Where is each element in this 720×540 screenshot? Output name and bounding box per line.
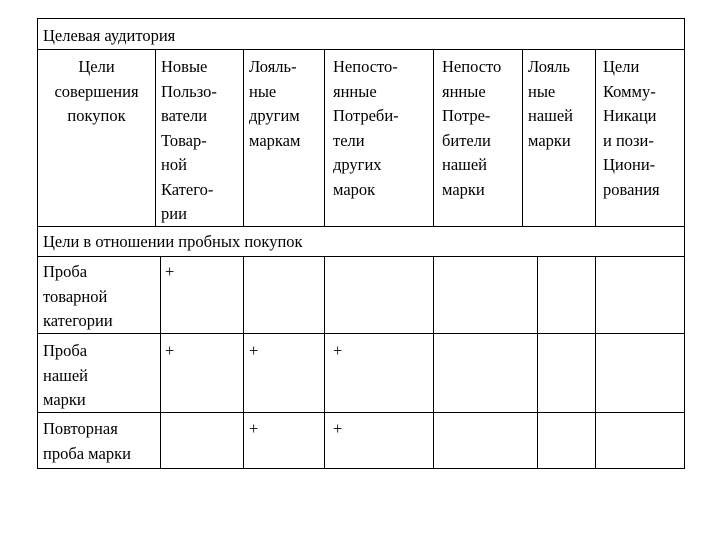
column-header-loyal-ours: Лояль ные нашей марки [528,57,574,150]
row-header-goals: Цели совершения покупок [54,57,139,125]
row2-mark-new-users: + [165,341,175,360]
row1-mark-new-users: + [165,262,175,281]
row-label-repeat-trial: Повторная проба марки [43,419,131,463]
row-label-brand-trial: Проба нашей марки [43,341,89,409]
row2-mark-switchers-other: + [333,341,343,360]
column-header-communication-goals: Цели Комму- Никаци и пози- Циони- рования [603,57,660,199]
column-header-new-users: Новые Пользо- ватели Товар- ной Катего- рии [161,57,217,223]
row3-mark-loyal-other: + [249,419,259,438]
header-title: Целевая аудитория [43,26,176,45]
row-label-category-trial: Проба товарной категории [43,262,113,330]
row2-mark-loyal-other: + [249,341,259,360]
column-header-loyal-other: Лояль- ные другим маркам [249,57,301,150]
section-title: Цели в отношении пробных покупок [43,232,303,251]
column-header-switchers-ours: Непосто янные Потре- бители нашей марки [442,57,502,199]
row3-mark-switchers-other: + [333,419,343,438]
column-header-switchers-other: Непосто- янные Потреби- тели других марок [333,57,399,199]
